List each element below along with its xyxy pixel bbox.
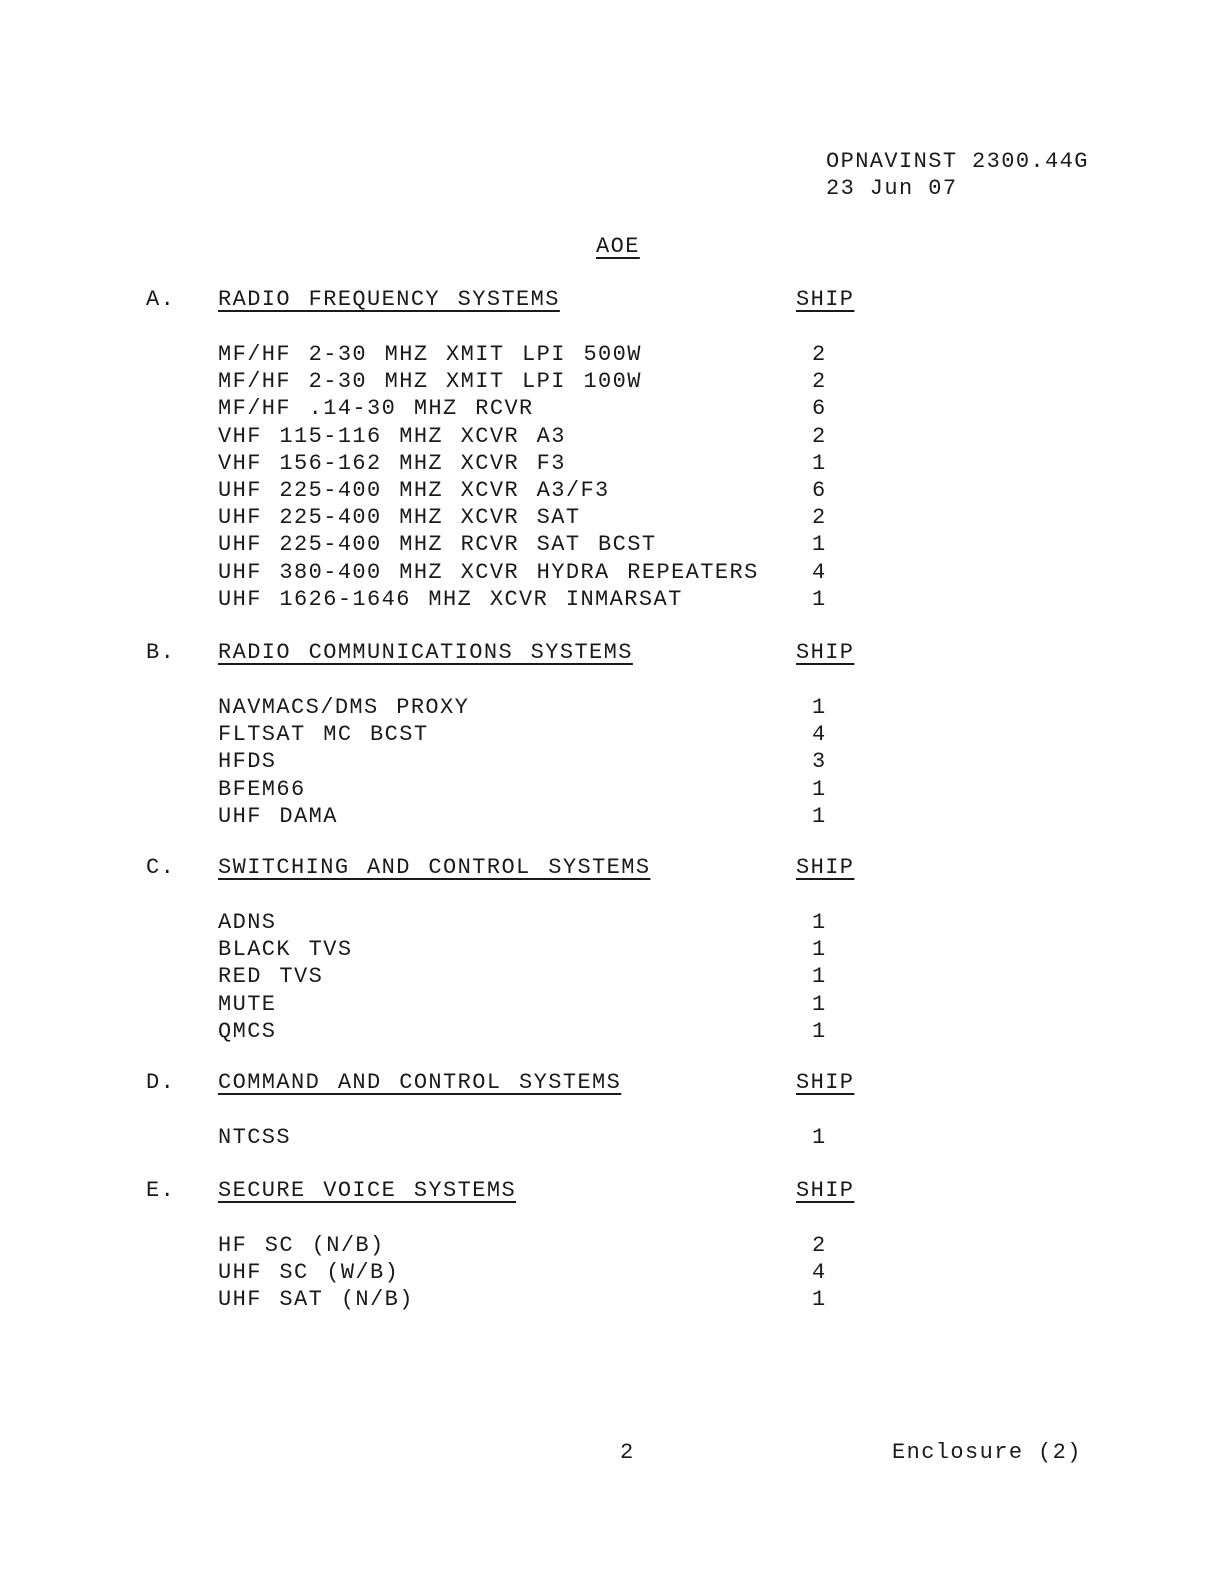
item-quantity: 1 [812,910,827,935]
list-item [218,1124,918,1151]
item-label: MF/HF 2-30 MHZ XMIT LPI 100W [218,369,642,395]
item-quantity: 1 [812,1287,827,1313]
section-column-header: SHIP [796,855,855,880]
section-column-header: SHIP [796,1178,855,1203]
section-items [218,341,918,613]
item-quantity: 1 [812,532,827,558]
list-item [218,803,918,830]
item-label: MF/HF 2-30 MHZ XMIT LPI 500W [218,342,642,367]
item-label: UHF 225-400 MHZ RCVR SAT BCST [218,532,657,558]
item-label: UHF 380-400 MHZ XCVR HYDRA REPEATERS [218,559,759,585]
list-item [218,721,918,748]
item-quantity: 1 [812,695,827,720]
enclosure-label: Enclosure (2) [892,1440,1082,1465]
item-label: VHF 115-116 MHZ XCVR A3 [218,423,566,449]
section-column-header: SHIP [796,1070,855,1095]
item-label: HFDS [218,749,277,775]
section-column-header: SHIP [796,287,855,312]
item-quantity: 1 [812,1018,827,1044]
item-quantity: 2 [812,342,827,367]
list-item [218,1232,918,1259]
section-title: RADIO FREQUENCY SYSTEMS [218,287,560,312]
item-quantity: 2 [812,1233,827,1258]
item-label: NAVMACS/DMS PROXY [218,695,470,720]
item-quantity: 1 [812,450,827,476]
list-item [218,694,918,721]
section-items [218,1124,918,1151]
section-letter: E. [146,1178,176,1203]
item-label: UHF 1626-1646 MHZ XCVR INMARSAT [218,586,683,612]
item-label: FLTSAT MC BCST [218,722,429,748]
list-item [218,477,918,504]
item-quantity: 6 [812,396,827,422]
section-title: SWITCHING AND CONTROL SYSTEMS [218,855,651,880]
document-date: 23 Jun 07 [826,176,958,201]
instruction-number: OPNAVINST 2300.44G [826,149,1089,174]
section-letter: D. [146,1070,176,1095]
item-label: ADNS [218,910,277,935]
item-label: NTCSS [218,1125,292,1150]
page-title: AOE [596,234,640,259]
list-item [218,450,918,477]
item-quantity: 1 [812,937,827,963]
item-quantity: 1 [812,803,827,829]
item-label: UHF 225-400 MHZ XCVR A3/F3 [218,477,610,503]
item-quantity: 2 [812,423,827,449]
list-item [218,776,918,803]
item-label: UHF 225-400 MHZ XCVR SAT [218,505,581,531]
page-number: 2 [620,1440,634,1465]
item-quantity: 1 [812,586,827,612]
list-item [218,395,918,422]
item-quantity: 6 [812,477,827,503]
list-item [218,341,918,368]
item-label: MF/HF .14-30 MHZ RCVR [218,396,534,422]
list-item [218,991,918,1018]
item-quantity: 2 [812,505,827,531]
section-title: RADIO COMMUNICATIONS SYSTEMS [218,640,633,665]
item-label: UHF SAT (N/B) [218,1287,414,1313]
list-item [218,963,918,990]
item-label: HF SC (N/B) [218,1233,385,1258]
section-letter: B. [146,640,176,665]
item-quantity: 1 [812,776,827,802]
item-quantity: 3 [812,749,827,775]
list-item [218,559,918,586]
section-title: COMMAND AND CONTROL SYSTEMS [218,1070,622,1095]
item-label: BFEM66 [218,776,306,802]
item-label: BLACK TVS [218,937,353,963]
item-label: VHF 156-162 MHZ XCVR F3 [218,450,566,476]
list-item [218,909,918,936]
section-items [218,1232,918,1314]
section-title: SECURE VOICE SYSTEMS [218,1178,517,1203]
list-item [218,504,918,531]
item-label: MUTE [218,991,277,1017]
list-item [218,423,918,450]
list-item [218,531,918,558]
item-quantity: 2 [812,369,827,395]
item-quantity: 4 [812,1260,827,1286]
item-quantity: 1 [812,1125,827,1150]
item-quantity: 4 [812,722,827,748]
list-item [218,936,918,963]
list-item [218,586,918,613]
list-item [218,368,918,395]
item-label: UHF DAMA [218,803,338,829]
item-quantity: 1 [812,964,827,990]
list-item [218,1018,918,1045]
item-label: RED TVS [218,964,324,990]
section-column-header: SHIP [796,640,855,665]
section-items [218,694,918,830]
section-letter: C. [146,855,176,880]
item-label: QMCS [218,1018,277,1044]
document-header [826,148,1089,202]
item-quantity: 1 [812,991,827,1017]
list-item [218,1259,918,1286]
item-label: UHF SC (W/B) [218,1260,400,1286]
section-items [218,909,918,1045]
list-item [218,1286,918,1313]
section-letter: A. [146,287,176,312]
list-item [218,748,918,775]
item-quantity: 4 [812,559,827,585]
